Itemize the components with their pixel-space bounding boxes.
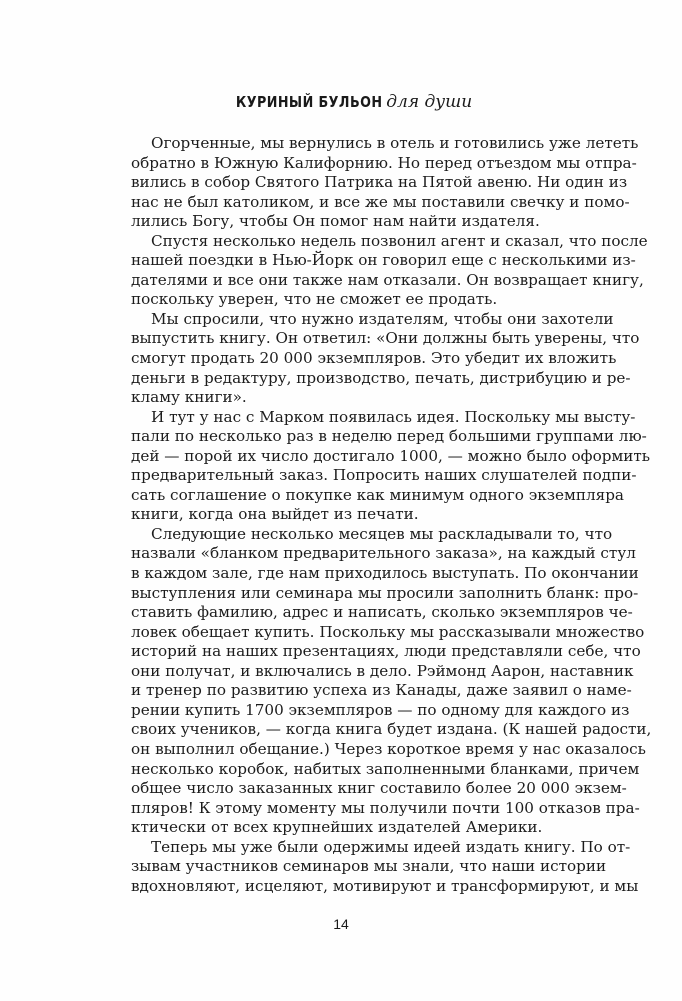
text-line: пляров! К этому моменту мы получили почти 100 отказов пра-: [131, 798, 640, 817]
text-line: пали по несколько раз в неделю перед большими группами лю-: [131, 427, 647, 446]
text-line: выпустить книгу. Он ответил: «Они должны быть уверены, что: [131, 329, 640, 348]
text-line: историй на наших презентациях, люди представляли себе, что: [131, 642, 641, 661]
paragraph: [131, 407, 651, 525]
text-line: выступления или семинара мы просили заполнить бланк: про-: [131, 583, 639, 602]
text-line: Теперь мы уже были одержимы идеей издать книгу. По от-: [151, 837, 631, 856]
text-line: Спустя несколько недель позвонил агент и сказал, что после: [151, 231, 648, 250]
header-title: КУРИНЫЙ БУЛЬОН: [235, 93, 383, 111]
text-line: в каждом зале, где нам приходилось выступать. По окончании: [131, 564, 639, 583]
running-header: [0, 92, 682, 112]
text-line: дателями и все они также нам отказали. Он возвращает книгу,: [131, 270, 644, 289]
text-line: нас не был католиком, и все же мы поставили свечку и помо-: [131, 192, 630, 211]
text-line: обратно в Южную Калифорнию. Но перед отъездом мы отпра-: [131, 153, 637, 172]
page-number: 14: [333, 916, 349, 932]
text-line: зывам участников семинаров мы знали, что наши истории: [131, 857, 607, 876]
text-line: лились Богу, чтобы Он помог нам найти издателя.: [131, 212, 540, 231]
text-line: общее число заказанных книг составило более 20 000 экзем-: [131, 779, 627, 798]
text-line: дей — порой их число достигало 1000, — можно было оформить: [131, 446, 651, 465]
text-line: своих учеников, — когда книга будет издана. (К нашей радости,: [131, 720, 652, 739]
text-line: книги, когда она выйдет из печати.: [131, 505, 419, 524]
text-line: вдохновляют, исцеляют, мотивируют и трансформируют, и мы: [131, 876, 639, 895]
paragraph: [131, 134, 639, 232]
text-line: они получат, и включались в дело. Рэймонд Аарон, наставник: [131, 661, 634, 680]
text-line: деньги в редактуру, производство, печать, дистрибуцию и ре-: [131, 368, 631, 387]
paragraph: [131, 231, 648, 310]
text-line: сать соглашение о покупке как минимум одного экземпляра: [131, 485, 624, 504]
text-line: предварительный заказ. Попросить наших слушателей подпи-: [131, 466, 637, 485]
paragraph: [131, 837, 639, 897]
paragraph: [131, 524, 652, 838]
header-script-subtitle: для души: [386, 92, 473, 112]
text-line: нашей поездки в Нью-Йорк он говорил еще с несколькими из-: [131, 251, 636, 270]
text-line: поскольку уверен, что не сможет ее продать.: [131, 290, 498, 309]
text-line: рении купить 1700 экземпляров — по одному для каждого из: [131, 700, 630, 719]
text-line: Следующие несколько месяцев мы раскладывали то, что: [151, 524, 613, 543]
text-line: ставить фамилию, адрес и написать, сколько экземпляров че-: [131, 603, 633, 622]
text-line: Огорченные, мы вернулись в отель и готовились уже лететь: [151, 134, 639, 152]
text-line: ктически от всех крупнейших издателей Америки.: [131, 818, 543, 837]
body-text: [131, 134, 652, 896]
text-line: ловек обещает купить. Поскольку мы рассказывали множество: [131, 622, 645, 641]
text-line: несколько коробок, набитых заполненными бланками, причем: [131, 759, 640, 778]
text-line: вились в собор Святого Патрика на Пятой авеню. Ни один из: [131, 173, 628, 192]
text-line: смогут продать 20 000 экземпляров. Это убедит их вложить: [131, 349, 617, 368]
paragraph: [131, 309, 640, 408]
text-line: кламу книги».: [131, 388, 247, 407]
text-line: назвали «бланком предварительного заказа», на каждый стул: [131, 544, 636, 563]
text-line: Мы спросили, что нужно издателям, чтобы они захотели: [151, 309, 614, 328]
text-line: и тренер по развитию успеха из Канады, даже заявил о наме-: [131, 681, 632, 700]
text-line: он выполнил обещание.) Через короткое время у нас оказалось: [131, 739, 646, 758]
text-line: И тут у нас с Марком появилась идея. Поскольку мы высту-: [151, 407, 636, 426]
